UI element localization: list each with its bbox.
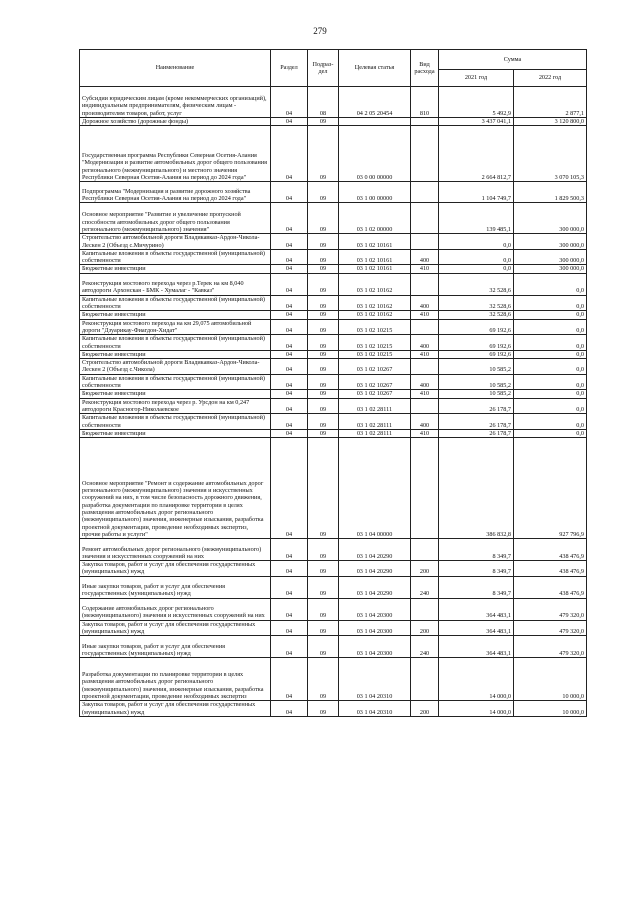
table-cell-2022: 0,0	[514, 359, 587, 375]
table-cell-2021: 26 178,7	[439, 414, 514, 430]
table-cell-2022: 0,0	[514, 390, 587, 398]
table-cell-target: 03 1 02 10215	[339, 335, 411, 351]
header-sum: Сумма	[439, 50, 587, 70]
table-cell-2021: 10 585,2	[439, 359, 514, 375]
table-cell-2021: 364 483,1	[439, 636, 514, 658]
table-cell-razdel: 04	[271, 295, 308, 311]
table-cell-razdel: 04	[271, 249, 308, 265]
table-cell-2021: 2 664 812,7	[439, 126, 514, 182]
table-row	[80, 126, 587, 182]
table-cell-razdel: 04	[271, 561, 308, 577]
table-cell-vid	[411, 126, 439, 182]
table-cell-name: Подпрограмма "Модернизация и развитие дорожного хозяйства Республики Северная Осетия-Алания на период до 2024 года"	[80, 182, 271, 203]
table-cell-target: 03 1 02 10162	[339, 295, 411, 311]
table-cell-2022: 0,0	[514, 398, 587, 414]
table-cell-name: Капитальные вложения в объекты государственной (муниципальной) собственности	[80, 335, 271, 351]
table-cell-podrazdel: 09	[308, 561, 339, 577]
table-cell-name: Капитальные вложения в объекты государственной (муниципальной) собственности	[80, 295, 271, 311]
table-cell-2022: 2 877,1	[514, 87, 587, 118]
table-cell-razdel: 04	[271, 319, 308, 335]
table-cell-name: Иные закупки товаров, работ и услуг для обеспечения государственных (муниципальных) нужд	[80, 576, 271, 598]
table-cell-target: 03 1 04 00000	[339, 438, 411, 539]
table-cell-target: 03 1 04 20300	[339, 620, 411, 636]
table-cell-2021: 364 483,1	[439, 598, 514, 620]
table-cell-2021: 32 528,6	[439, 273, 514, 295]
table-cell-vid	[411, 234, 439, 250]
table-cell-podrazdel: 09	[308, 265, 339, 273]
table-cell-vid: 400	[411, 335, 439, 351]
table-cell-name: Капитальные вложения в объекты государственной (муниципальной) собственности	[80, 249, 271, 265]
table-cell-podrazdel: 09	[308, 620, 339, 636]
header-year-2022: 2022 год	[514, 70, 587, 87]
table-cell-2021: 69 192,6	[439, 319, 514, 335]
table-cell-2021: 69 192,6	[439, 335, 514, 351]
table-cell-target	[339, 118, 411, 126]
table-cell-razdel: 04	[271, 126, 308, 182]
table-cell-target: 03 1 04 20310	[339, 658, 411, 701]
table-cell-razdel: 04	[271, 414, 308, 430]
table-cell-name: Бюджетные инвестиции	[80, 390, 271, 398]
table-cell-2021: 8 349,7	[439, 561, 514, 577]
table-cell-name: Разработка документации по планировке территории в целях размещения автомобильных дорог регионального (межмуниципального) значения, инженерные изыскания, разработка проектной документации, проведение необходимых экспертиз	[80, 658, 271, 701]
table-cell-name: Бюджетные инвестиции	[80, 350, 271, 358]
table-row	[80, 319, 587, 335]
table-cell-target: 03 1 02 10161	[339, 265, 411, 273]
table-cell-2022: 438 476,9	[514, 561, 587, 577]
table-cell-razdel: 04	[271, 118, 308, 126]
table-cell-podrazdel: 09	[308, 374, 339, 390]
table-cell-2021: 8 349,7	[439, 539, 514, 561]
table-cell-name: Строительство автомобильной дороги Владикавказ-Ардон-Чикола-Лескен 2 (Объезд с.Мичурино)	[80, 234, 271, 250]
header-target: Целевая статья	[339, 50, 411, 87]
table-body	[80, 87, 587, 717]
table-cell-2021: 14 000,0	[439, 701, 514, 717]
table-cell-target: 03 1 04 20300	[339, 636, 411, 658]
table-row	[80, 87, 587, 118]
table-cell-2021: 26 178,7	[439, 429, 514, 437]
table-cell-2021: 0,0	[439, 234, 514, 250]
table-cell-razdel: 04	[271, 390, 308, 398]
table-cell-vid	[411, 598, 439, 620]
table-cell-podrazdel: 09	[308, 118, 339, 126]
table-cell-podrazdel: 09	[308, 429, 339, 437]
table-cell-podrazdel: 09	[308, 295, 339, 311]
table-cell-target: 03 1 02 28111	[339, 414, 411, 430]
table-cell-target: 03 1 04 20290	[339, 576, 411, 598]
table-cell-vid: 400	[411, 249, 439, 265]
table-cell-podrazdel: 09	[308, 398, 339, 414]
table-row	[80, 350, 587, 358]
table-cell-name: Реконструкция мостового перехода через р.Терек на км 8,040 автодороги Архонская - БМК - Хумалаг - "Кавказ"	[80, 273, 271, 295]
table-row	[80, 390, 587, 398]
table-cell-2022: 0,0	[514, 335, 587, 351]
table-cell-2022: 300 000,0	[514, 265, 587, 273]
table-cell-2022: 438 476,9	[514, 576, 587, 598]
table-cell-podrazdel: 09	[308, 335, 339, 351]
table-cell-podrazdel: 09	[308, 390, 339, 398]
table-cell-target: 03 1 02 10215	[339, 350, 411, 358]
table-cell-vid: 410	[411, 429, 439, 437]
table-cell-name: Дорожное хозяйство (дорожные фонды)	[80, 118, 271, 126]
table-cell-target: 03 1 04 20310	[339, 701, 411, 717]
table-cell-2022: 300 000,0	[514, 234, 587, 250]
table-cell-podrazdel: 09	[308, 203, 339, 234]
table-cell-2022: 1 829 500,3	[514, 182, 587, 203]
table-cell-target: 03 1 02 28111	[339, 398, 411, 414]
table-row	[80, 658, 587, 701]
table-cell-2022: 300 000,0	[514, 249, 587, 265]
table-cell-2022: 0,0	[514, 295, 587, 311]
table-cell-razdel: 04	[271, 598, 308, 620]
table-cell-target: 03 1 04 20300	[339, 598, 411, 620]
table-cell-vid: 200	[411, 701, 439, 717]
table-cell-vid	[411, 359, 439, 375]
table-cell-vid	[411, 658, 439, 701]
table-cell-2022: 927 796,9	[514, 438, 587, 539]
table-cell-podrazdel: 09	[308, 234, 339, 250]
table-cell-podrazdel: 09	[308, 598, 339, 620]
table-cell-podrazdel: 09	[308, 319, 339, 335]
table-cell-2022: 0,0	[514, 429, 587, 437]
table-row	[80, 182, 587, 203]
table-row	[80, 335, 587, 351]
table-cell-vid	[411, 273, 439, 295]
table-row	[80, 701, 587, 717]
table-cell-name: Бюджетные инвестиции	[80, 265, 271, 273]
table-cell-name: Закупка товаров, работ и услуг для обеспечения государственных (муниципальных) нужд	[80, 561, 271, 577]
table-cell-target: 03 1 02 10161	[339, 249, 411, 265]
table-cell-target: 03 1 02 10162	[339, 311, 411, 319]
table-cell-vid	[411, 118, 439, 126]
table-row	[80, 273, 587, 295]
table-cell-2021: 32 528,6	[439, 295, 514, 311]
table-cell-2022: 0,0	[514, 319, 587, 335]
table-cell-2022: 10 000,0	[514, 658, 587, 701]
table-cell-podrazdel: 09	[308, 576, 339, 598]
table-cell-2022: 0,0	[514, 414, 587, 430]
table-cell-razdel: 04	[271, 576, 308, 598]
table-cell-target: 03 1 02 10267	[339, 390, 411, 398]
table-cell-2021: 26 178,7	[439, 398, 514, 414]
table-cell-razdel: 04	[271, 311, 308, 319]
table-cell-razdel: 04	[271, 701, 308, 717]
table-cell-vid: 810	[411, 87, 439, 118]
table-cell-2021: 32 528,6	[439, 311, 514, 319]
table-cell-target: 03 1 04 20290	[339, 561, 411, 577]
table-cell-2022: 3 070 105,3	[514, 126, 587, 182]
table-cell-podrazdel: 09	[308, 126, 339, 182]
table-row	[80, 374, 587, 390]
table-cell-razdel: 04	[271, 87, 308, 118]
table-cell-2022: 479 320,0	[514, 636, 587, 658]
header-podrazdel: Подраз-дел	[308, 50, 339, 87]
table-cell-2021: 139 485,1	[439, 203, 514, 234]
header-razdel: Раздел	[271, 50, 308, 87]
table-cell-2021: 386 832,8	[439, 438, 514, 539]
table-row	[80, 359, 587, 375]
table-cell-podrazdel: 09	[308, 350, 339, 358]
table-row	[80, 561, 587, 577]
table-cell-name: Реконструкция мостового перехода на км 29,075 автомобильной дороги "Дзуарикау-Фиагдон-Хидат"	[80, 319, 271, 335]
table-cell-2021: 1 104 749,7	[439, 182, 514, 203]
table-cell-razdel: 04	[271, 359, 308, 375]
table-cell-razdel: 04	[271, 234, 308, 250]
table-cell-name: Основное мероприятие "Ремонт и содержание автомобильных дорог регионального (межмуниципального) значения и искусственных сооружений на них, в том числе безопасность дорожного движения, разработка документации по планировке территории в целях размещения автомобильных дорог регионального (межмуниципального) значения, инженерные изыскания, разработка проектной документации, проведение необходимых экспертиз, прочие работы и услуги"	[80, 438, 271, 539]
table-cell-2021: 10 585,2	[439, 390, 514, 398]
table-cell-razdel: 04	[271, 658, 308, 701]
page-number: 279	[313, 26, 327, 36]
table-row	[80, 295, 587, 311]
table-cell-razdel: 04	[271, 438, 308, 539]
table-cell-podrazdel: 09	[308, 414, 339, 430]
table-cell-2022: 300 000,0	[514, 203, 587, 234]
table-cell-vid: 240	[411, 636, 439, 658]
table-cell-razdel: 04	[271, 350, 308, 358]
header-vid: Вид расхода	[411, 50, 439, 87]
table-cell-name: Субсидии юридическим лицам (кроме некоммерческих организаций), индивидуальным предпринимателям, физическим лицам - производителям товаров, работ, услуг	[80, 87, 271, 118]
table-row	[80, 429, 587, 437]
table-cell-2021: 3 437 041,1	[439, 118, 514, 126]
table-cell-podrazdel: 09	[308, 359, 339, 375]
table-cell-vid: 410	[411, 350, 439, 358]
table-cell-name: Реконструкция мостового перехода через р. Урсдон на км 0,247 автодороги Красногор-Николаевское	[80, 398, 271, 414]
table-cell-2022: 0,0	[514, 374, 587, 390]
table-cell-target: 03 0 00 00000	[339, 126, 411, 182]
table-cell-vid	[411, 539, 439, 561]
table-cell-podrazdel: 09	[308, 311, 339, 319]
table-cell-vid: 400	[411, 414, 439, 430]
table-row	[80, 620, 587, 636]
table-cell-razdel: 04	[271, 182, 308, 203]
table-cell-vid: 410	[411, 390, 439, 398]
table-cell-2022: 479 320,0	[514, 620, 587, 636]
table-cell-2021: 364 483,1	[439, 620, 514, 636]
table-cell-vid: 200	[411, 620, 439, 636]
table-cell-name: Закупка товаров, работ и услуг для обеспечения государственных (муниципальных) нужд	[80, 620, 271, 636]
table-cell-2021: 0,0	[439, 265, 514, 273]
table-cell-name: Капитальные вложения в объекты государственной (муниципальной) собственности	[80, 414, 271, 430]
table-cell-name: Содержание автомобильных дорог регионального (межмуниципального) значения и искусственных сооружений на них	[80, 598, 271, 620]
table-cell-target: 03 1 04 20290	[339, 539, 411, 561]
table-cell-2022: 10 000,0	[514, 701, 587, 717]
table-cell-vid: 410	[411, 265, 439, 273]
table-cell-target: 03 1 02 28111	[339, 429, 411, 437]
table-cell-razdel: 04	[271, 620, 308, 636]
table-cell-2022: 0,0	[514, 273, 587, 295]
table-cell-target: 03 1 02 10267	[339, 359, 411, 375]
table-cell-2022: 0,0	[514, 311, 587, 319]
table-row	[80, 118, 587, 126]
budget-table	[79, 49, 587, 717]
table-row	[80, 438, 587, 539]
table-row	[80, 311, 587, 319]
table-cell-razdel: 04	[271, 273, 308, 295]
table-row	[80, 539, 587, 561]
table-row	[80, 576, 587, 598]
table-row	[80, 636, 587, 658]
table-cell-vid: 240	[411, 576, 439, 598]
table-cell-target: 03 1 02 10161	[339, 234, 411, 250]
table-cell-2022: 438 476,9	[514, 539, 587, 561]
table-cell-vid: 400	[411, 295, 439, 311]
table-cell-target: 03 1 02 10267	[339, 374, 411, 390]
table-cell-vid	[411, 203, 439, 234]
table-cell-target: 03 1 02 00000	[339, 203, 411, 234]
table-cell-name: Ремонт автомобильных дорог регионального (межмуниципального) значения и искусственных сооружений на них	[80, 539, 271, 561]
table-cell-2022: 3 120 800,0	[514, 118, 587, 126]
table-cell-podrazdel: 09	[308, 701, 339, 717]
table-cell-vid	[411, 438, 439, 539]
table-cell-target: 03 1 00 00000	[339, 182, 411, 203]
table-cell-2021: 8 349,7	[439, 576, 514, 598]
table-cell-name: Бюджетные инвестиции	[80, 311, 271, 319]
table-cell-2021: 5 492,9	[439, 87, 514, 118]
table-cell-vid	[411, 398, 439, 414]
table-cell-podrazdel: 09	[308, 636, 339, 658]
table-cell-podrazdel: 09	[308, 273, 339, 295]
table-cell-name: Капитальные вложения в объекты государственной (муниципальной) собственности	[80, 374, 271, 390]
table-cell-name: Основное мероприятие "Развитие и увеличение пропускной способности автомобильных дорог общего пользования регионального (межмуниципального) значения"	[80, 203, 271, 234]
table-cell-razdel: 04	[271, 335, 308, 351]
table-cell-razdel: 04	[271, 429, 308, 437]
table-cell-vid: 200	[411, 561, 439, 577]
table-row	[80, 249, 587, 265]
table-cell-podrazdel: 09	[308, 539, 339, 561]
table-cell-target: 03 1 02 10215	[339, 319, 411, 335]
table-row	[80, 414, 587, 430]
table-row	[80, 234, 587, 250]
table-cell-podrazdel: 09	[308, 249, 339, 265]
table-cell-name: Иные закупки товаров, работ и услуг для обеспечения государственных (муниципальных) нужд	[80, 636, 271, 658]
table-cell-2021: 14 000,0	[439, 658, 514, 701]
header-year-2021: 2021 год	[439, 70, 514, 87]
table-cell-podrazdel: 09	[308, 658, 339, 701]
table-cell-2021: 0,0	[439, 249, 514, 265]
table-cell-target: 04 2 05 20454	[339, 87, 411, 118]
table-row	[80, 203, 587, 234]
header-name: Наименование	[80, 50, 271, 87]
table-cell-target: 03 1 02 10162	[339, 273, 411, 295]
table-cell-2022: 479 320,0	[514, 598, 587, 620]
table-cell-2022: 0,0	[514, 350, 587, 358]
table-cell-vid: 400	[411, 374, 439, 390]
table-cell-razdel: 04	[271, 398, 308, 414]
table-row	[80, 265, 587, 273]
table-cell-vid: 410	[411, 311, 439, 319]
table-row	[80, 598, 587, 620]
table-row	[80, 398, 587, 414]
table-cell-name: Бюджетные инвестиции	[80, 429, 271, 437]
table-cell-podrazdel: 09	[308, 182, 339, 203]
table-cell-razdel: 04	[271, 636, 308, 658]
table-cell-vid	[411, 319, 439, 335]
table-cell-razdel: 04	[271, 539, 308, 561]
table-cell-name: Закупка товаров, работ и услуг для обеспечения государственных (муниципальных) нужд	[80, 701, 271, 717]
table-cell-vid	[411, 182, 439, 203]
table-cell-2021: 69 192,6	[439, 350, 514, 358]
table-cell-2021: 10 585,2	[439, 374, 514, 390]
table-cell-razdel: 04	[271, 374, 308, 390]
table-cell-razdel: 04	[271, 265, 308, 273]
table-cell-podrazdel: 09	[308, 438, 339, 539]
table-cell-razdel: 04	[271, 203, 308, 234]
table-cell-name: Государственная программа Республики Северная Осетия-Алания "Модернизация и развитие автомобильных дорог общего пользования регионального (межмуниципального) и местного значения Республики Северная Осетия-Алания на период до 2024 года"	[80, 126, 271, 182]
table-cell-podrazdel: 08	[308, 87, 339, 118]
table-cell-name: Строительство автомобильной дороги Владикавказ-Ардон-Чикола-Лескен 2 (Объезд с.Чикола)	[80, 359, 271, 375]
